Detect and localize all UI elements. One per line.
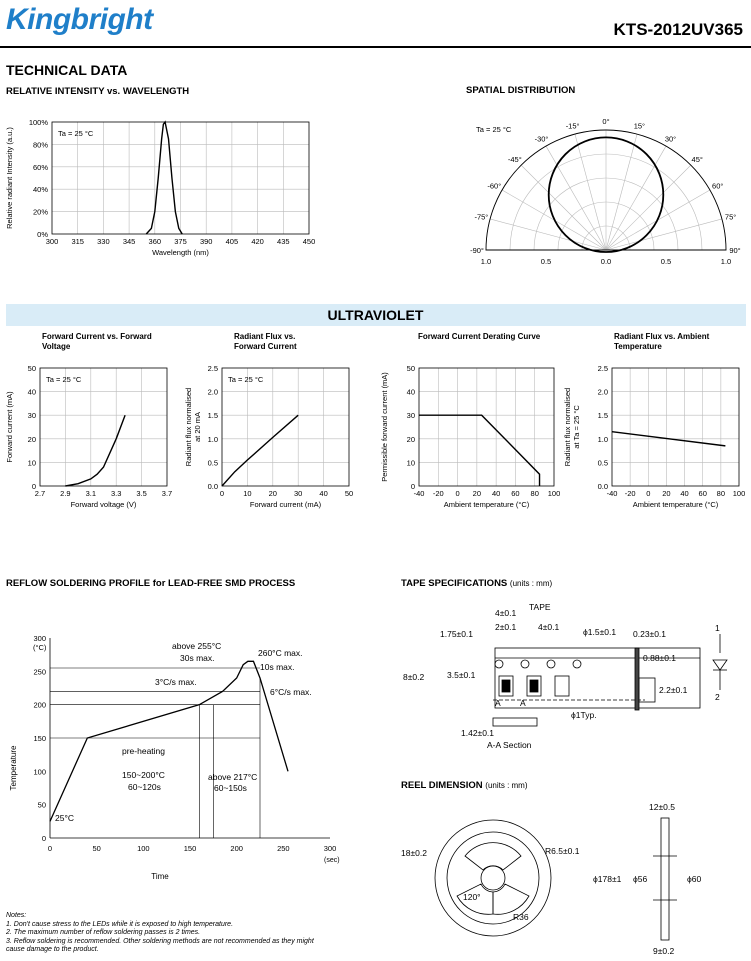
y-axis-label: Relative radiant Intensity (a.u.) [5,127,14,229]
x-tick-label: 405 [225,237,239,246]
profile-annotation: above 217°C [208,772,258,782]
profile-annotation: 30s max. [180,653,215,663]
y-tick-label: 60% [32,162,48,172]
profile-annotation: 60~150s [214,783,247,793]
x-tick-label: 20 [662,489,671,498]
x-tick-label: 30 [294,489,303,498]
y-tick-label: 2.0 [207,387,218,397]
chart-title-if-vf: Forward Current vs. Forward Voltage [42,332,152,351]
angle-label: -15° [565,121,580,131]
angle-label: -75° [474,212,489,222]
svg-text:1.42±0.1: 1.42±0.1 [461,728,495,738]
svg-text:ϕ178±1: ϕ178±1 [593,874,622,884]
svg-text:2±0.1: 2±0.1 [495,622,517,632]
svg-text:ϕ56: ϕ56 [633,874,648,884]
x-tick-label: 0 [646,489,651,498]
x-axis-label: Wavelength (nm) [152,248,209,257]
sprocket-hole [547,660,555,668]
x-tick-label: 250 [277,844,290,853]
radial-label: 0.5 [660,257,672,266]
x-tick-label: 20 [268,489,277,498]
reel-hub [481,866,505,890]
svg-text:8±0.2: 8±0.2 [403,672,425,682]
y-tick-label: 2.5 [207,364,218,373]
plot-frame [612,368,739,486]
y-axis-label: Radiant flux normalised [184,387,193,467]
if-vf-chart [0,355,185,525]
profile-annotation: 10s max. [260,662,295,672]
x-tick-label: 0 [47,844,53,853]
chart-title-flux-if: Radiant Flux vs. Forward Current [234,332,297,351]
svg-text:R36: R36 [513,912,529,922]
y-tick-label: 1.5 [597,411,608,421]
x-tick-label: 3.5 [136,489,147,498]
x-tick-label: 60 [698,489,707,498]
profile-annotation: 60~120s [128,782,161,792]
temperature-annotation: Ta = 25 °C [58,129,94,138]
svg-text:2.2±0.1: 2.2±0.1 [659,685,688,695]
svg-text:18±0.2: 18±0.2 [401,848,427,858]
header-divider [0,46,751,48]
y-tick-label: 0.0 [207,482,218,491]
flux-temp-chart [562,355,747,525]
derating-chart [375,355,560,525]
chart-title-intensity: RELATIVE INTENSITY vs. WAVELENGTH [6,86,190,97]
reel-side [661,818,669,940]
y-tick-label: 0.5 [207,458,218,468]
y-tick-label: 1.5 [207,411,218,421]
x-tick-label: 375 [174,237,187,246]
angle-label: 90° [729,246,741,255]
x-tick-label: 3.1 [85,489,97,498]
y-tick-label: 20 [406,434,415,444]
section-reel: REEL DIMENSION (units : mm) [401,780,528,791]
x-tick-label: 3.3 [110,489,122,498]
polar-spoke [546,146,606,250]
notes: Notes: 1. Don't cause stress to the LEDs while it is exposed to high temperature. 2. The maximum number of reflow soldering passes is 2 times. 3. Reflow soldering is recommended. Other soldering methods are not recommended as they might cause damage to the product. [6,912,314,953]
angle-label: 15° [633,121,646,131]
plot-frame [40,368,167,486]
profile-annotation: 150~200°C [122,770,165,780]
flux-if-chart [185,355,370,525]
polar-spoke [606,134,637,250]
series-line [222,415,298,486]
y-tick-label: 50 [37,800,46,810]
y-tick-label: 10 [27,458,36,468]
y-tick-label: 250 [33,667,46,677]
y-tick-label: 2.0 [597,387,608,397]
y-tick-label: 0 [410,482,415,491]
polar-spoke [521,165,606,250]
x-tick-label: 390 [199,237,213,246]
svg-text:4±0.1: 4±0.1 [538,622,560,632]
y-tick-label: 0 [41,834,46,843]
svg-text:3.5±0.1: 3.5±0.1 [447,670,476,680]
x-tick-label: 100 [732,489,746,498]
x-tick-label: 315 [71,237,84,246]
tape-drawing [395,598,747,758]
x-tick-label: 2.9 [60,489,71,498]
reflow-chart [0,628,350,888]
angle-label: -90° [470,246,484,255]
y-tick-label: 0.0 [597,482,608,491]
y-tick-label: 1.0 [597,434,608,444]
tape-side [635,648,639,710]
x-tick-label: 200 [230,844,243,853]
x-tick-label: 100 [547,489,561,498]
svg-text:1.75±0.1: 1.75±0.1 [440,629,474,639]
y-tick-label: 10 [406,458,415,468]
y-tick-label: 30 [406,411,415,421]
a-a-section [493,718,537,726]
x-tick-label: 345 [122,237,136,246]
y-tick-label: 40 [27,387,36,397]
polar-spoke [606,146,666,250]
y-tick-label: 100 [33,767,46,777]
x-tick-label: 10 [243,489,252,498]
temperature-annotation: Ta = 25 °C [476,125,512,134]
angle-label: 60° [712,181,724,191]
temperature-annotation: Ta = 25 °C [228,375,264,384]
section-tape: TAPE SPECIFICATIONS (units : mm) [401,578,553,589]
y-axis-label: at 20 mA [193,411,202,443]
x-axis-label: Ambient temperature (°C) [632,500,719,509]
x-tick-label: 100 [137,844,150,853]
svg-text:A: A [520,698,526,708]
y-tick-label: 300 [33,634,46,643]
svg-text:R6.5±0.1: R6.5±0.1 [545,846,580,856]
series-line [419,415,540,486]
temperature-annotation: Ta = 25 °C [46,375,82,384]
y-tick-label: 150 [33,734,46,743]
x-tick-label: -20 [432,489,444,498]
svg-text:1: 1 [715,623,720,633]
polar-spoke [606,219,722,250]
y-axis-label: Temperature [9,745,18,791]
svg-text:ϕ60: ϕ60 [687,874,702,884]
angle-label: 75° [724,212,737,222]
svg-text:2: 2 [715,692,720,702]
y-tick-label: 50 [27,364,36,373]
x-tick-label: 330 [97,237,110,246]
pocket [555,676,569,696]
x-tick-label: 420 [251,237,264,246]
angle-label: -30° [534,134,549,144]
angle-label: -60° [487,181,502,191]
y-tick-label: 30 [27,411,36,421]
y-unit: (°C) [33,643,47,652]
svg-text:A-A Section: A-A Section [487,740,532,750]
section-reflow: REFLOW SOLDERING PROFILE for LEAD-FREE SMD PROCESS [6,578,296,589]
svg-text:0.88±0.1: 0.88±0.1 [643,653,677,663]
svg-text:4±0.1: 4±0.1 [495,608,517,618]
x-axis-label: Forward voltage (V) [70,500,137,509]
svg-text:0.23±0.1: 0.23±0.1 [633,629,667,639]
reel-drawing [395,796,747,956]
part-number: KTS-2012UV365 [613,20,743,39]
section-technical-data: TECHNICAL DATA [6,62,128,78]
svg-text:ϕ1.5±0.1: ϕ1.5±0.1 [583,627,617,637]
x-tick-label: 300 [323,844,337,853]
polar-spoke [490,219,606,250]
x-tick-label: 50 [92,844,101,853]
x-tick-label: 80 [716,489,726,498]
y-axis-label: Permissible forward current (mA) [380,372,389,482]
x-tick-label: 300 [45,237,59,246]
y-tick-label: 0% [37,230,48,239]
angle-label: 0° [602,117,610,126]
x-tick-label: 60 [511,489,520,498]
y-tick-label: 80% [32,140,48,150]
y-tick-label: 0.5 [597,458,608,468]
y-tick-label: 0 [31,482,36,491]
angle-label: -45° [507,154,522,164]
y-tick-label: 2.5 [597,364,608,373]
x-tick-label: 2.7 [34,489,46,498]
radial-label: 1.0 [720,257,732,266]
sprocket-hole [573,660,581,668]
x-tick-label: 435 [277,237,290,246]
radial-label: 0.0 [600,257,612,266]
x-tick-label: 0 [219,489,225,498]
chart-title-flux-temp: Radiant Flux vs. Ambient Temperature [614,332,710,351]
svg-text:120°: 120° [463,892,481,902]
x-tick-label: 360 [148,237,162,246]
y-axis-label: Radiant flux normalised [563,387,572,467]
series-line [146,122,182,234]
angle-label: 30° [664,134,677,144]
svg-text:A: A [495,698,501,708]
chart-title-derating: Forward Current Derating Curve [418,332,541,341]
section-ultraviolet: ULTRAVIOLET [327,307,424,323]
x-tick-label: -40 [606,489,618,498]
chart-title-spatial: SPATIAL DISTRIBUTION [466,85,576,96]
x-tick-label: 20 [472,489,482,498]
svg-text:TAPE: TAPE [529,602,551,612]
x-tick-label: -20 [624,489,636,498]
y-tick-label: 40% [32,185,48,195]
profile-annotation: 6°C/s max. [270,687,312,697]
x-tick-label: 40 [319,489,328,498]
x-axis-label: Forward current (mA) [249,500,322,509]
x-tick-label: 80 [530,489,539,498]
intensity-chart [0,100,330,270]
profile-annotation: 260°C max. [258,648,303,658]
x-tick-label: 450 [302,237,316,246]
y-axis-label: at Ta = 25 °C [572,405,581,449]
x-tick-label: -40 [413,489,425,498]
profile-annotation: pre-heating [122,746,166,756]
profile-annotation: above 255°C [172,641,222,651]
x-tick-label: 40 [491,489,501,498]
radial-label: 1.0 [480,257,492,266]
reel-outer [435,820,551,936]
brand-logo: Kingbright [6,3,153,36]
x-axis-label: Ambient temperature (°C) [443,500,530,509]
y-axis-label: Forward current (mA) [5,391,14,463]
y-tick-label: 100% [28,118,48,127]
polar-spoke [575,134,606,250]
y-tick-label: 50 [406,364,415,373]
radial-label: 0.5 [540,257,552,266]
svg-text:12±0.5: 12±0.5 [649,802,675,812]
angle-label: 45° [691,154,703,164]
x-tick-label: 150 [183,844,197,853]
y-tick-label: 20 [27,434,36,444]
y-tick-label: 1.0 [207,434,218,444]
y-tick-label: 20% [32,207,48,217]
profile-annotation: 25°C [55,813,74,823]
x-tick-label: 40 [680,489,689,498]
x-unit: (sec) [324,857,340,864]
x-tick-label: 3.7 [161,489,173,498]
polar-spoke [606,165,691,250]
svg-text:9±0.2: 9±0.2 [653,946,675,956]
sprocket-hole [495,660,503,668]
y-tick-label: 200 [33,700,46,710]
spatial-chart [462,100,747,270]
sprocket-hole [521,660,529,668]
profile-annotation: 3°C/s max. [155,677,197,687]
svg-text:ϕ1Typ.: ϕ1Typ. [571,710,597,720]
x-tick-label: 50 [344,489,354,498]
x-axis-label: Time [151,872,169,881]
x-tick-label: 0 [455,489,460,498]
y-tick-label: 40 [406,387,415,397]
